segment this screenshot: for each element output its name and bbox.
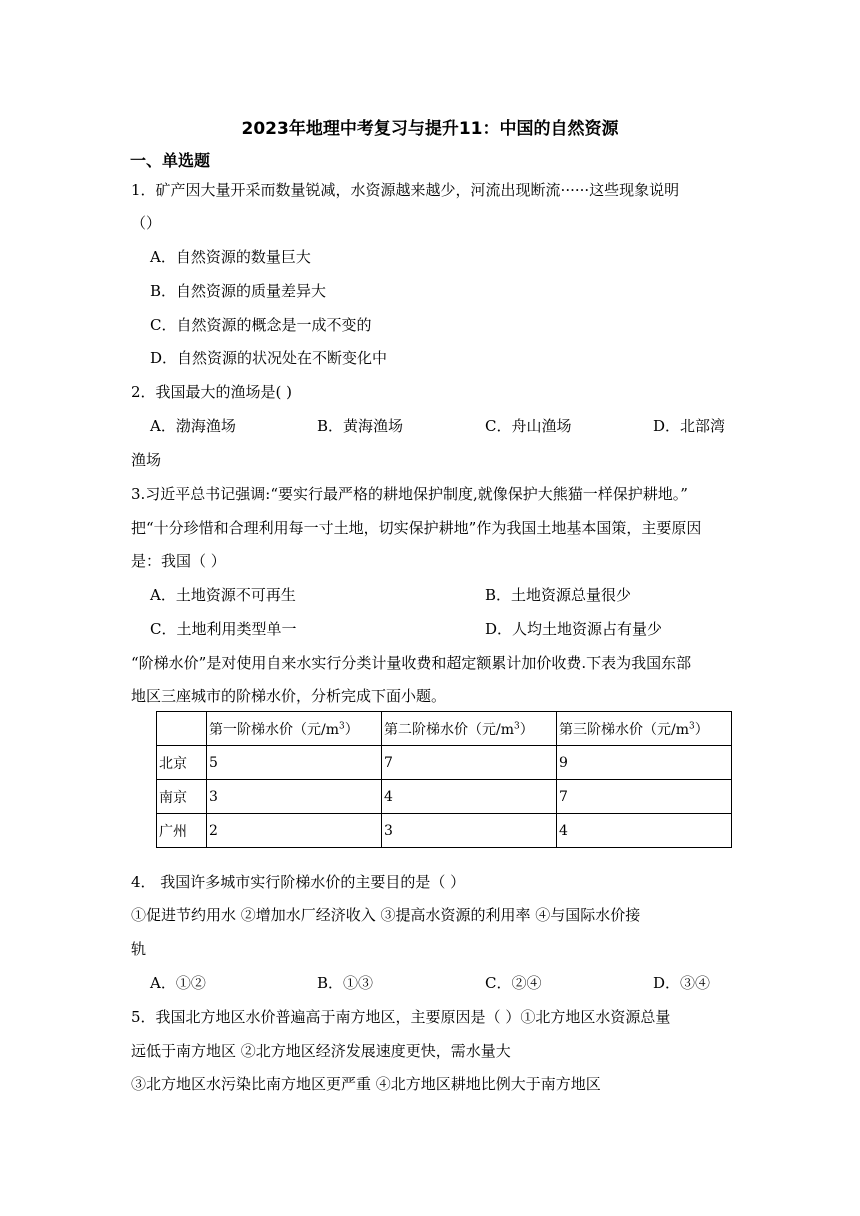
- q4-choices-cont: 轨: [131, 940, 147, 958]
- table-cell: 3: [382, 814, 557, 848]
- q3-stem-cont1: 把“十分珍惜和合理利用每一寸土地，切实保护耕地”作为我国土地基本国策，主要原因: [131, 519, 702, 537]
- q4-stem: 4． 我国许多城市实行阶梯水价的主要目的是（ ）: [131, 873, 466, 891]
- q4-option-c[interactable]: C．②④: [485, 974, 542, 992]
- intro-text: “阶梯水价”是对使用自来水实行分类计量收费和超定额累计加价收费.下表为我国东部: [131, 654, 692, 672]
- q2-stem: 2．我国最大的渔场是( ): [131, 383, 293, 401]
- table-cell: 7: [557, 780, 732, 814]
- table-row: [157, 814, 732, 848]
- q1-option-d[interactable]: D．自然资源的状况处在不断变化中: [150, 349, 388, 367]
- q1-stem-cont: （）: [131, 214, 162, 232]
- q1-option-a[interactable]: A．自然资源的数量巨大: [150, 248, 311, 266]
- table-cell: 9: [557, 746, 732, 780]
- intro-text-cont: 地区三座城市的阶梯水价，分析完成下面小题。: [131, 687, 447, 705]
- document-title: 2023年地理中考复习与提升11：中国的自然资源: [241, 119, 619, 139]
- table-header-cell: 第二阶梯水价（元$/m^3$）: [382, 712, 557, 746]
- q1-option-b[interactable]: B．自然资源的质量差异大: [150, 282, 327, 300]
- q4-option-d[interactable]: D．③④: [653, 974, 711, 992]
- table-cell: 2: [207, 814, 382, 848]
- table-cell: 3: [207, 780, 382, 814]
- table-row: [157, 780, 732, 814]
- section-heading: 一、单选题: [130, 151, 211, 170]
- q5-stem-cont1: 远低于南方地区 ②北方地区经济发展速度更快，需水量大: [131, 1042, 511, 1060]
- table-cell: 广州: [157, 814, 207, 848]
- q1-option-c[interactable]: C．自然资源的概念是一成不变的: [150, 316, 372, 334]
- q5-stem-cont2: ③北方地区水污染比南方地区更严重 ④北方地区耕地比例大于南方地区: [131, 1075, 601, 1093]
- q1-stem: 1．矿产因大量开采而数量锐减，水资源越来越少，河流出现断流······这些现象说明: [131, 181, 680, 199]
- table-cell: 4: [382, 780, 557, 814]
- table-header-cell: 第一阶梯水价（元$/m^3$）: [207, 712, 382, 746]
- table-cell: 4: [557, 814, 732, 848]
- q2-option-c[interactable]: C．舟山渔场: [485, 417, 572, 435]
- q3-option-c[interactable]: C．土地利用类型单一: [150, 620, 297, 638]
- q5-stem: 5．我国北方地区水价普遍高于南方地区，主要原因是（ ）①北方地区水资源总量: [131, 1008, 671, 1026]
- q2-option-a[interactable]: A．渤海渔场: [150, 417, 236, 435]
- q4-option-a[interactable]: A．①②: [150, 974, 206, 992]
- table-header-cell: 第三阶梯水价（元$/m^3$）: [557, 712, 732, 746]
- q3-stem: 3.习近平总书记强调:“要实行最严格的耕地保护制度,就像保护大熊猫一样保护耕地。”: [131, 485, 688, 503]
- q3-stem-cont2: 是：我国（ ）: [131, 552, 226, 570]
- table-cell: 7: [382, 746, 557, 780]
- q3-option-b[interactable]: B．土地资源总量很少: [485, 586, 632, 604]
- table-row: [157, 746, 732, 780]
- q3-option-d[interactable]: D．人均土地资源占有量少: [485, 620, 663, 638]
- table-cell: 北京: [157, 746, 207, 780]
- table-header-cell: [157, 712, 207, 746]
- q2-option-d-cont: 渔场: [131, 451, 162, 469]
- q2-option-b[interactable]: B．黄海渔场: [317, 417, 404, 435]
- table-header-row: [157, 712, 732, 746]
- water-price-table: [156, 711, 732, 848]
- q4-choices: ①促进节约用水 ②增加水厂经济收入 ③提高水资源的利用率 ④与国际水价接: [131, 906, 641, 924]
- q3-option-a[interactable]: A．土地资源不可再生: [150, 586, 296, 604]
- table-cell: 南京: [157, 780, 207, 814]
- table-cell: 5: [207, 746, 382, 780]
- q4-option-b[interactable]: B．①③: [317, 974, 374, 992]
- q2-option-d[interactable]: D．北部湾: [653, 417, 726, 435]
